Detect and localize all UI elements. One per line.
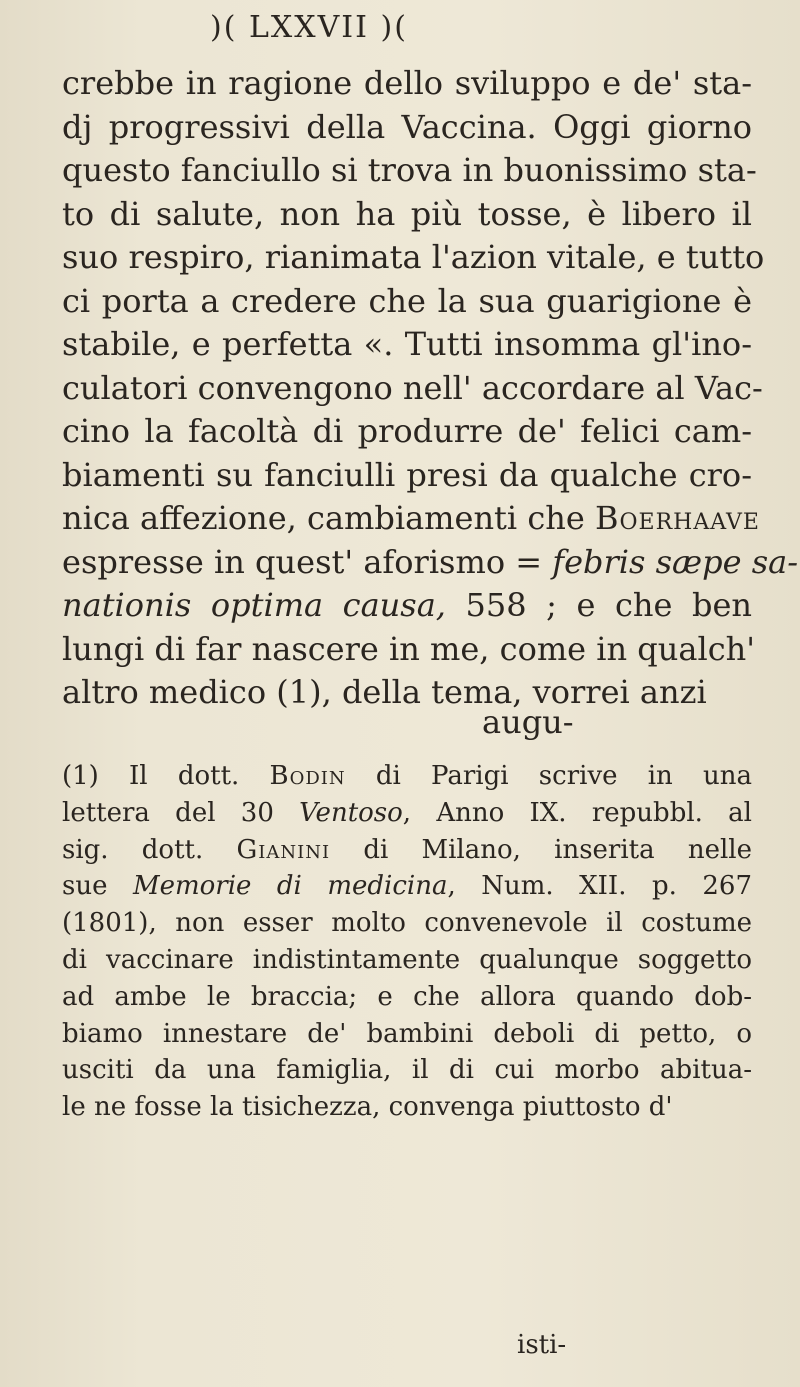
text-segment: (1) Il dott.: [62, 761, 270, 791]
text-line: ci porta a credere che la sua guarigione è: [62, 281, 752, 320]
text-line: [62, 541, 799, 585]
text-line: [62, 584, 752, 628]
text-segment: espresse in quest' aforismo =: [62, 542, 553, 581]
footnote-line: [62, 795, 752, 832]
latin-quote: nationis optima causa,: [62, 586, 446, 624]
text-segment: di Parigi scrive in una: [345, 761, 752, 791]
author-name: Gianini: [236, 834, 331, 865]
author-name: Boerhaave: [594, 499, 760, 537]
text-segment: , Anno IX. repubbl. al: [402, 797, 752, 828]
footnote-catchword: isti-: [517, 1330, 567, 1360]
footnote-line: [62, 832, 752, 869]
text-line: biamenti su fanciulli presi da qualche cro-: [62, 455, 752, 494]
text-line: altro medico (1), della tema, vorrei anzi: [62, 673, 707, 711]
footnote-line: biamo innestare de' bambini deboli di petto, o: [62, 1018, 752, 1049]
footnote-line: di vaccinare indistintamente qualunque soggetto: [62, 944, 752, 975]
footnote-line: [62, 758, 752, 795]
footnote-line: [62, 868, 752, 905]
body-text: [62, 62, 799, 715]
text-line: cino la facoltà di produrre de' felici cam-: [62, 412, 752, 450]
text-segment: lettera del 30: [62, 797, 300, 828]
text-segment: di Milano, inserita nelle: [330, 834, 752, 865]
footnote-line: usciti da una famiglia, il di cui morbo abitua-: [62, 1055, 752, 1086]
text-line: suo respiro, rianimata l'azion vitale, e tutto: [62, 238, 765, 276]
text-line: lungi di far nascere in me, come in qualch': [62, 629, 756, 668]
text-line: [62, 497, 760, 541]
footnote-line: ad ambe le braccia; e che allora quando dob-: [62, 981, 752, 1012]
text-line: questo fanciullo si trova in buonissimo sta-: [62, 151, 757, 189]
latin-quote: febris sæpe sa-: [552, 542, 799, 581]
italic-term: Ventoso: [299, 797, 403, 828]
text-segment: sig. dott.: [62, 834, 237, 865]
text-segment: sue: [62, 871, 133, 902]
text-segment: , Num. XII. p. 267: [447, 871, 752, 902]
text-line: culatori convengono nell' accordare al Vac-: [62, 368, 763, 407]
text-line: stabile, e perfetta «. Tutti insomma gl'ino-: [62, 325, 752, 363]
text-line: dj progressivi della Vaccina. Oggi giorno: [62, 107, 752, 146]
catchword: augu-: [482, 703, 574, 741]
footnote-line: le ne fosse la tisichezza, convenga piuttosto d': [62, 1092, 673, 1123]
text-line: crebbe in ragione dello sviluppo e de' sta-: [62, 64, 752, 102]
text-segment: nica affezione, cambiamenti che: [62, 499, 595, 537]
publication-title: Memorie di medicina: [132, 871, 448, 902]
text-line: to di salute, non ha più tosse, è libero il: [62, 194, 752, 233]
text-segment: 558 ; e che ben: [445, 586, 753, 624]
author-name: Bodin: [269, 761, 346, 791]
footnotes: [62, 758, 752, 1126]
page-header: )( LXXVII )(: [210, 10, 408, 45]
footnote-line: (1801), non esser molto convenevole il costume: [62, 908, 752, 939]
